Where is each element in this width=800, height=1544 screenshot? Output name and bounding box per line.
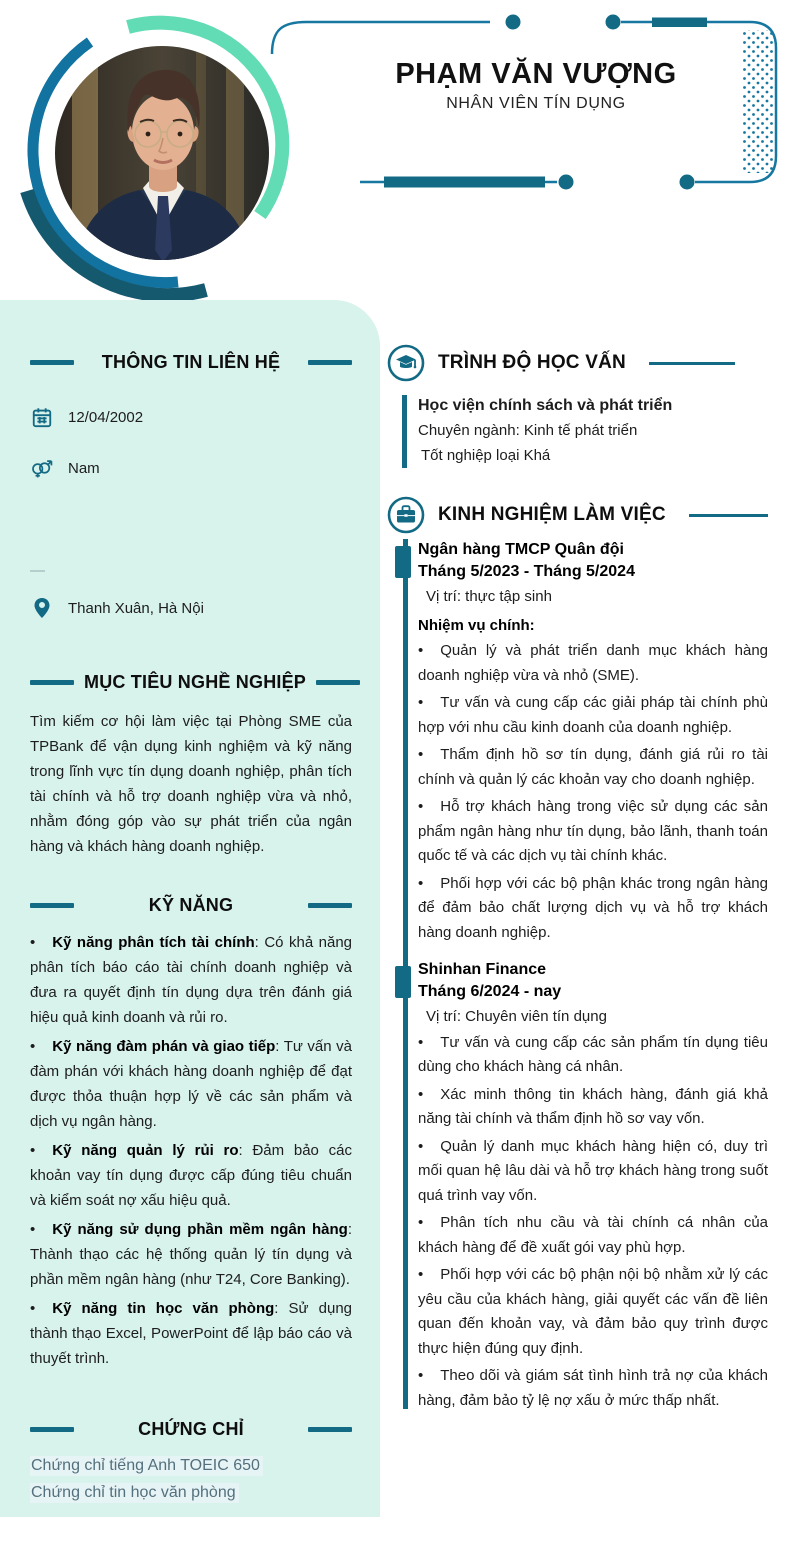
certificates-section [30, 1419, 352, 1503]
contact-row-gender [30, 456, 352, 480]
header-bar-under-name [384, 177, 545, 188]
certificates-section-heading [30, 1419, 352, 1440]
gender-icon [30, 456, 54, 480]
education-section-heading [387, 344, 768, 382]
experience-section [387, 496, 768, 1413]
job-bullet: • Quản lý danh mục khách hàng hiện có, duy trì mối quan hệ lâu dài và hỗ trợ khách hàng trong suốt quá trình vay vốn. [418, 1135, 768, 1209]
education-heading-text: TRÌNH ĐỘ HỌC VẤN [438, 352, 626, 373]
job-entry [418, 959, 768, 1413]
job-position: Vị trí: thực tập sinh [426, 588, 552, 605]
duties-label: Nhiệm vụ chính: [418, 616, 535, 634]
job-bullet: • Quản lý và phát triển danh mục khách hàng doanh nghiệp vừa và nhỏ (SME). [418, 639, 768, 688]
contact-row-placeholder [30, 558, 352, 582]
header-dot-3 [680, 175, 695, 190]
experience-heading-text: KINH NGHIỆM LÀM VIỆC [438, 504, 666, 525]
timeline-marker [395, 966, 411, 998]
header-dot-2 [606, 15, 621, 30]
skills-section-heading [30, 895, 352, 916]
company-name: Ngân hàng TMCP Quân đội [418, 541, 624, 558]
heading-dash [30, 1427, 74, 1432]
heading-dash [308, 360, 352, 365]
skill-item: • Kỹ năng sử dụng phần mềm ngân hàng: Thành thạo các hệ thống quản lý tín dụng và phần mềm ngân hàng (như T24, Core Banking). [30, 1217, 352, 1292]
header-dot-4 [559, 175, 574, 190]
job-bullets [418, 639, 768, 945]
experience-section-heading [387, 496, 768, 534]
job-bullet: • Phối hợp với các bộ phận khác trong ngân hàng để đảm bảo chất lượng dịch vụ và hỗ trợ khách hàng doanh nghiệp. [418, 872, 768, 946]
school-name: Học viện chính sách và phát triển [418, 397, 673, 414]
certificate-item: Chứng chỉ tin học văn phòng [30, 1483, 352, 1503]
contact-list [30, 405, 352, 620]
graduation-cap-icon [387, 344, 425, 382]
header-name-block [320, 58, 752, 113]
education-body [387, 391, 768, 470]
skills-heading-text: KỸ NĂNG [148, 895, 234, 915]
skill-item: • Kỹ năng tin học văn phòng: Sử dụng thành thạo Excel, PowerPoint để lập báo cáo và thuyết trình. [30, 1296, 352, 1371]
placeholder-dash: — [30, 561, 45, 579]
briefcase-icon [387, 496, 425, 534]
job-bullet: • Theo dõi và giám sát tình hình trả nợ của khách hàng, đảm bảo tỷ lệ nợ xấu ở mức thấp nhất. [418, 1364, 768, 1413]
job-entry [418, 539, 768, 945]
education-major: Chuyên ngành: Kinh tế phát triển [418, 422, 638, 439]
profile-photo [45, 36, 280, 272]
location-pin-icon [30, 596, 54, 620]
skills-section [30, 895, 352, 1371]
job-bullet: • Hỗ trợ khách hàng trong việc sử dụng các sản phẩm ngân hàng như tín dụng, bảo lãnh, thanh toán quốc tế và các dịch vụ tài chính khác. [418, 795, 768, 869]
heading-line [649, 362, 735, 365]
company-name: Shinhan Finance [418, 961, 547, 978]
address-value: Thanh Xuân, Hà Nội [68, 599, 204, 617]
main-content [387, 344, 768, 1416]
job-bullet: • Thẩm định hồ sơ tín dụng, đánh giá rủi ro tài chính và quản lý các khoản vay cho doanh nghiệp. [418, 743, 768, 792]
person-job-title: NHÂN VIÊN TÍN DỤNG [446, 95, 626, 112]
objective-section-heading [30, 672, 352, 693]
skills-list [30, 930, 352, 1371]
birthday-value: 12/04/2002 [68, 408, 144, 426]
heading-dash [316, 680, 360, 685]
header-line-left [272, 22, 490, 54]
heading-dash [30, 360, 74, 365]
timeline-marker [395, 546, 411, 578]
certificate-item: Chứng chỉ tiếng Anh TOEIC 650 [30, 1456, 352, 1476]
education-grade: Tốt nghiệp loại Khá [421, 447, 551, 464]
education-section [387, 344, 768, 470]
job-bullet: • Phối hợp với các bộ phận nội bộ nhằm xử lý các yêu cầu của khách hàng, giải quyết các vấn đề liên quan đến khoản vay, và đảm bảo quy trình được thực hiện đúng quy định. [418, 1263, 768, 1361]
experience-timeline [387, 539, 768, 1413]
heading-dash [30, 903, 74, 908]
heading-dash [308, 1427, 352, 1432]
skill-item: • Kỹ năng quản lý rủi ro: Đảm bảo các khoản vay tín dụng được cấp đúng tiêu chuẩn và kiểm soát nợ xấu hiệu quả. [30, 1138, 352, 1213]
certificates-heading-text: CHỨNG CHỈ [138, 1419, 244, 1439]
job-bullet: • Tư vấn và cung cấp các giải pháp tài chính phù hợp với nhu cầu kinh doanh của doanh nghiệp. [418, 691, 768, 740]
job-bullet: • Tư vấn và cung cấp các sản phẩm tín dụng tiêu dùng cho khách hàng cá nhân. [418, 1031, 768, 1080]
job-bullet: • Xác minh thông tin khách hàng, đánh giá khả năng tài chính và thẩm định hồ sơ vay vốn. [418, 1083, 768, 1132]
certificates-list [30, 1456, 352, 1503]
header-decoration [0, 0, 800, 300]
person-name: PHẠM VĂN VƯỢNG [395, 58, 677, 90]
job-position: Vị trí: Chuyên viên tín dụng [426, 1008, 607, 1025]
objective-heading-text: MỤC TIÊU NGHỀ NGHIỆP [84, 672, 307, 692]
header-dot-1 [506, 15, 521, 30]
job-period: Tháng 5/2023 - Tháng 5/2024 [418, 563, 635, 580]
job-bullets [418, 1031, 768, 1414]
objective-text: Tìm kiếm cơ hội làm việc tại Phòng SME của TPBank để vận dụng kinh nghiệm và kỹ năng trong lĩnh vực tín dụng doanh nghiệp, phân tích tài chính và hỗ trợ doanh nghiệp vừa và nhỏ, nhằm đóng góp vào sự phát triển của ngân hàng và khách hàng doanh nghiệp. [30, 713, 352, 855]
heading-dash [30, 680, 74, 685]
heading-dash [308, 903, 352, 908]
objective-section [30, 672, 352, 859]
skill-item: • Kỹ năng phân tích tài chính: Có khả năng phân tích báo cáo tài chính doanh nghiệp và đưa ra quyết định tín dụng dựa trên đánh giá hiệu quả kinh doanh và rủi ro. [30, 930, 352, 1030]
calendar-icon [30, 405, 54, 429]
gender-value: Nam [68, 459, 100, 477]
job-period: Tháng 6/2024 - nay [418, 983, 562, 1000]
contact-section-heading [30, 352, 352, 373]
skill-item: • Kỹ năng đàm phán và giao tiếp: Tư vấn và đàm phán với khách hàng doanh nghiệp để đạt được thỏa thuận hợp lý về các sản phẩm và dịch vụ ngân hàng. [30, 1034, 352, 1134]
heading-line [689, 514, 768, 517]
contact-heading-text: THÔNG TIN LIÊN HỆ [101, 352, 281, 372]
sidebar [0, 300, 380, 1517]
job-bullet: • Phân tích nhu cầu và tài chính cá nhân của khách hàng để đề xuất gói vay phù hợp. [418, 1211, 768, 1260]
contact-row-birthday [30, 405, 352, 429]
contact-row-address [30, 596, 352, 620]
header-bar-top [652, 18, 707, 28]
